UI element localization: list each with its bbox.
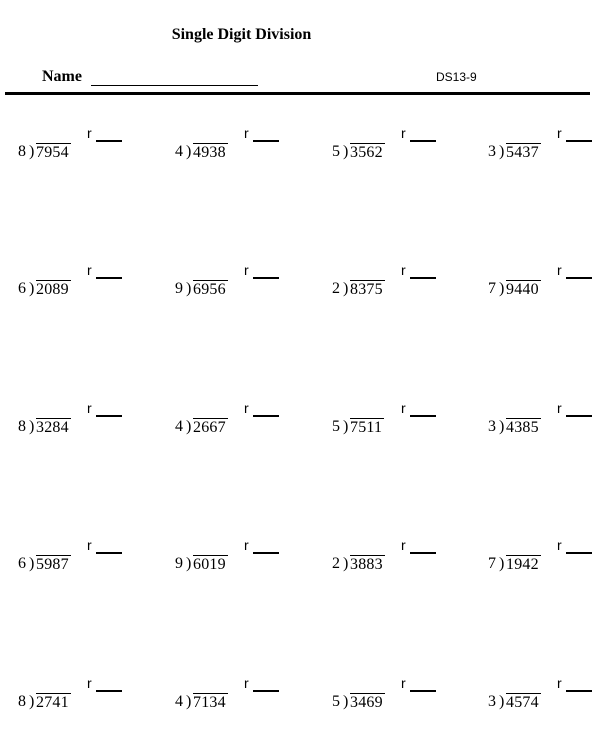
- dividend: 9440: [506, 281, 539, 298]
- division-problem: [332, 262, 462, 322]
- divisor: 7: [488, 555, 496, 572]
- remainder-answer-blank[interactable]: [96, 415, 122, 417]
- dividend: 7954: [36, 144, 69, 161]
- remainder-answer-blank[interactable]: [96, 140, 122, 142]
- division-bracket: ): [499, 418, 505, 435]
- division-problem: [332, 125, 462, 185]
- division-bracket: ): [343, 418, 349, 435]
- dividend: 7134: [193, 694, 226, 711]
- remainder-label: r: [87, 675, 92, 691]
- dividend: 6956: [193, 281, 226, 298]
- remainder-label: r: [244, 675, 249, 691]
- remainder-answer-blank[interactable]: [410, 140, 436, 142]
- dividend: 3562: [350, 144, 383, 161]
- divisor: 8: [18, 418, 26, 435]
- remainder-label: r: [87, 537, 92, 553]
- remainder-label: r: [401, 537, 406, 553]
- division-problem: [488, 125, 600, 185]
- worksheet-code: DS13-9: [436, 70, 477, 84]
- division-bracket: ): [343, 280, 349, 297]
- remainder-label: r: [401, 400, 406, 416]
- remainder-answer-blank[interactable]: [253, 690, 279, 692]
- division-bracket: ): [343, 693, 349, 710]
- dividend: 5437: [506, 144, 539, 161]
- remainder-label: r: [87, 125, 92, 141]
- divisor: 9: [175, 555, 183, 572]
- division-problem: [18, 675, 148, 735]
- division-problem: [18, 400, 148, 460]
- dividend: 2741: [36, 694, 69, 711]
- dividend: 4938: [193, 144, 226, 161]
- dividend: 6019: [193, 556, 226, 573]
- division-bracket: ): [29, 280, 35, 297]
- division-bracket: ): [499, 280, 505, 297]
- division-problem: [332, 675, 462, 735]
- worksheet-title: Single Digit Division: [171, 26, 312, 43]
- division-bracket: ): [29, 555, 35, 572]
- divisor: 8: [18, 143, 26, 160]
- remainder-answer-blank[interactable]: [253, 140, 279, 142]
- division-problem: [332, 537, 462, 597]
- division-problem: [488, 537, 600, 597]
- remainder-answer-blank[interactable]: [566, 552, 592, 554]
- division-bracket: ): [29, 693, 35, 710]
- dividend: 5987: [36, 556, 69, 573]
- remainder-label: r: [557, 125, 562, 141]
- division-bracket: ): [343, 555, 349, 572]
- division-problem: [488, 262, 600, 322]
- dividend: 8375: [350, 281, 383, 298]
- division-bracket: ): [29, 418, 35, 435]
- divisor: 7: [488, 280, 496, 297]
- remainder-label: r: [557, 262, 562, 278]
- remainder-answer-blank[interactable]: [253, 415, 279, 417]
- remainder-answer-blank[interactable]: [96, 277, 122, 279]
- division-bracket: ): [499, 693, 505, 710]
- divisor: 2: [332, 555, 340, 572]
- remainder-answer-blank[interactable]: [566, 277, 592, 279]
- division-bracket: ): [186, 555, 192, 572]
- divisor: 2: [332, 280, 340, 297]
- division-problem: [332, 400, 462, 460]
- division-problem: [488, 675, 600, 735]
- division-problem: [488, 400, 600, 460]
- division-bracket: ): [186, 418, 192, 435]
- remainder-answer-blank[interactable]: [566, 140, 592, 142]
- dividend: 4574: [506, 694, 539, 711]
- remainder-label: r: [87, 262, 92, 278]
- dividend: 2089: [36, 281, 69, 298]
- division-bracket: ): [186, 693, 192, 710]
- division-problem: [175, 125, 305, 185]
- dividend: 1942: [506, 556, 539, 573]
- divisor: 3: [488, 418, 496, 435]
- dividend: 2667: [193, 419, 226, 436]
- division-problem: [175, 537, 305, 597]
- divisor: 3: [488, 143, 496, 160]
- remainder-answer-blank[interactable]: [410, 415, 436, 417]
- remainder-answer-blank[interactable]: [96, 552, 122, 554]
- division-problem: [175, 675, 305, 735]
- division-bracket: ): [186, 143, 192, 160]
- remainder-label: r: [401, 125, 406, 141]
- division-problem: [18, 262, 148, 322]
- remainder-label: r: [244, 537, 249, 553]
- remainder-answer-blank[interactable]: [410, 552, 436, 554]
- remainder-label: r: [557, 400, 562, 416]
- remainder-label: r: [87, 400, 92, 416]
- divisor: 5: [332, 143, 340, 160]
- dividend: 3284: [36, 419, 69, 436]
- division-bracket: ): [499, 555, 505, 572]
- divisor: 3: [488, 693, 496, 710]
- division-problem: [175, 400, 305, 460]
- remainder-answer-blank[interactable]: [566, 415, 592, 417]
- remainder-answer-blank[interactable]: [410, 277, 436, 279]
- remainder-label: r: [401, 262, 406, 278]
- division-problem: [18, 125, 148, 185]
- remainder-label: r: [244, 400, 249, 416]
- divisor: 5: [332, 418, 340, 435]
- remainder-answer-blank[interactable]: [96, 690, 122, 692]
- divisor: 8: [18, 693, 26, 710]
- divisor: 6: [18, 280, 26, 297]
- remainder-label: r: [244, 262, 249, 278]
- remainder-label: r: [557, 537, 562, 553]
- division-problem: [175, 262, 305, 322]
- remainder-label: r: [401, 675, 406, 691]
- remainder-label: r: [557, 675, 562, 691]
- dividend: 7511: [350, 419, 383, 436]
- dividend: 3469: [350, 694, 383, 711]
- dividend: 3883: [350, 556, 383, 573]
- division-bracket: ): [186, 280, 192, 297]
- divisor: 4: [175, 693, 183, 710]
- remainder-answer-blank[interactable]: [410, 690, 436, 692]
- remainder-label: r: [244, 125, 249, 141]
- remainder-answer-blank[interactable]: [566, 690, 592, 692]
- remainder-answer-blank[interactable]: [253, 277, 279, 279]
- dividend: 4385: [506, 419, 539, 436]
- remainder-answer-blank[interactable]: [253, 552, 279, 554]
- divisor: 4: [175, 143, 183, 160]
- division-bracket: ): [499, 143, 505, 160]
- divisor: 6: [18, 555, 26, 572]
- divisor: 9: [175, 280, 183, 297]
- division-bracket: ): [343, 143, 349, 160]
- division-problem: [18, 537, 148, 597]
- divisor: 4: [175, 418, 183, 435]
- division-bracket: ): [29, 143, 35, 160]
- name-label: Name: [42, 68, 82, 85]
- divisor: 5: [332, 693, 340, 710]
